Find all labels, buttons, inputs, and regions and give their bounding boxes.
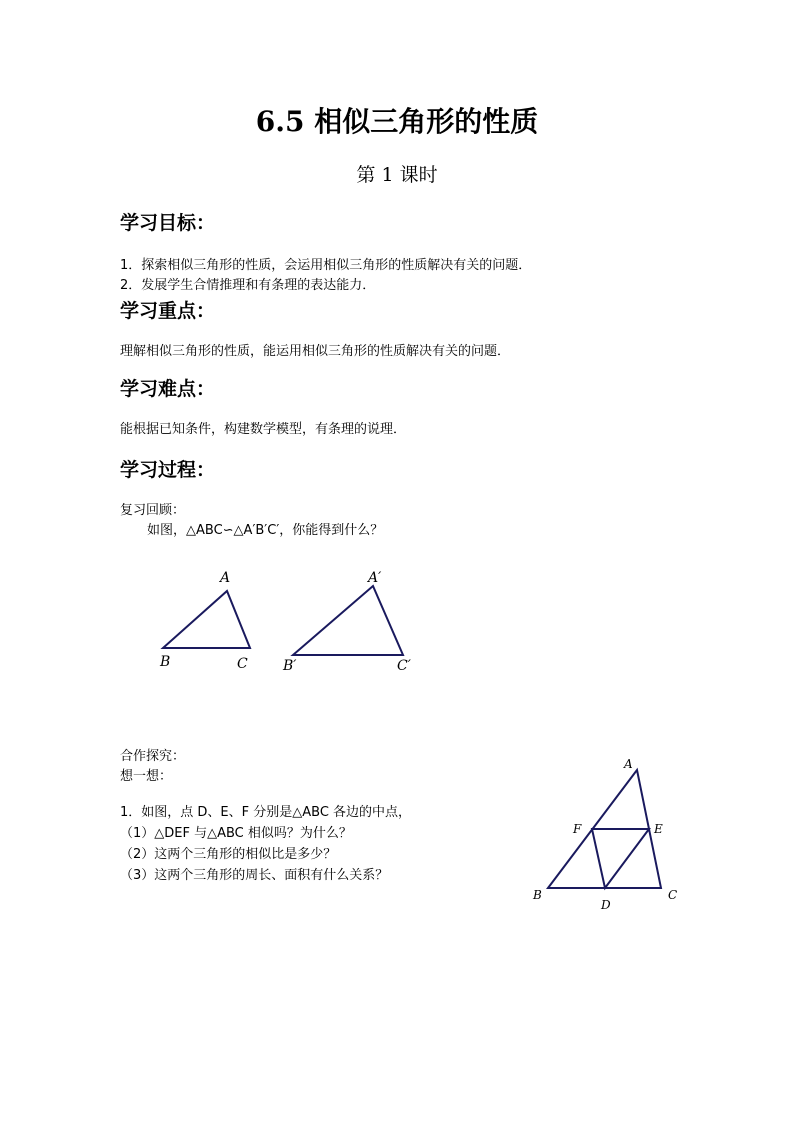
- question-item-3: （3）这两个三角形的周长、面积有什么关系？: [120, 868, 389, 883]
- review-prompt: 如图，△ABC∽△A′B′C′，你能得到什么？: [147, 523, 384, 538]
- key-points-text: 理解相似三角形的性质，能运用相似三角形的性质解决有关的问题．: [120, 344, 511, 359]
- label-b-prime: B′: [283, 658, 297, 674]
- key-points-heading: 学习重点：: [120, 300, 216, 322]
- question-item-2: （2）这两个三角形的相似比是多少？: [120, 847, 337, 862]
- label-vertex-c: C: [668, 888, 678, 902]
- lesson-subtitle: 第 1 课时: [356, 164, 438, 186]
- objective-item-1: 1．探索相似三角形的性质，会运用相似三角形的性质解决有关的问题．: [120, 258, 532, 273]
- cooperative-label: 合作探究：: [120, 749, 186, 764]
- objective-item-2: 2．发展学生合情推理和有条理的表达能力．: [120, 278, 376, 293]
- label-vertex-a: A: [624, 757, 633, 771]
- page-title: 6.5 相似三角形的性质: [255, 105, 539, 138]
- think-label: 想一想：: [120, 769, 173, 784]
- label-vertex-b: B: [533, 888, 542, 902]
- question-item-1: （1）△DEF 与△ABC 相似吗？为什么？: [120, 826, 352, 841]
- label-midpoint-f: F: [573, 822, 582, 836]
- label-a-prime: A′: [368, 570, 382, 586]
- label-a: A: [220, 570, 231, 586]
- label-midpoint-d: D: [601, 898, 611, 912]
- label-b: B: [160, 654, 171, 670]
- objectives-heading: 学习目标：: [120, 212, 216, 234]
- label-c-prime: C′: [397, 658, 411, 674]
- triangle-def: [592, 829, 649, 888]
- process-heading: 学习过程：: [120, 459, 216, 481]
- label-c: C: [237, 656, 248, 672]
- difficulties-heading: 学习难点：: [120, 378, 216, 400]
- review-label: 复习回顾：: [120, 503, 186, 518]
- label-midpoint-e: E: [654, 822, 663, 836]
- difficulties-text: 能根据已知条件，构建数学模型，有条理的说理．: [120, 422, 407, 437]
- question-intro: 1．如图，点 D、E、F 分别是△ABC 各边的中点，: [120, 805, 412, 820]
